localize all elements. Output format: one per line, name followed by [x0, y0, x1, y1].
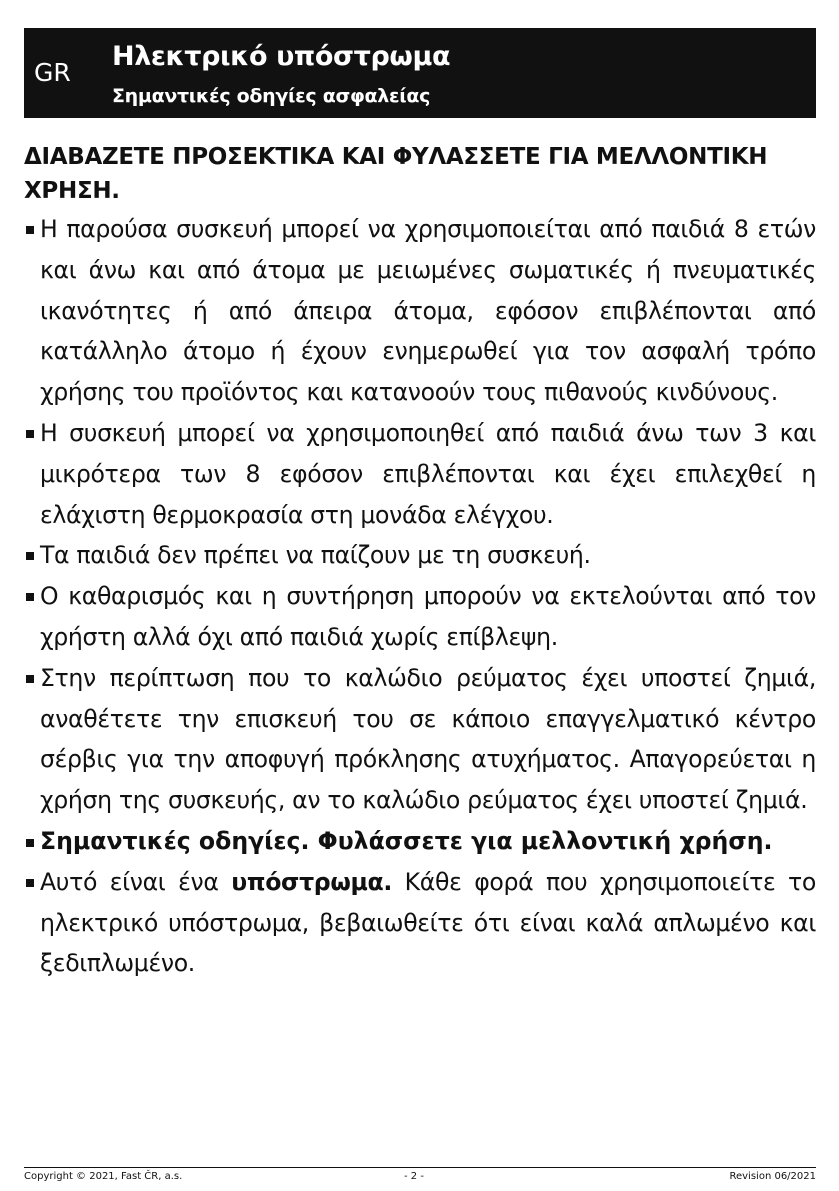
footer-revision: Revision 06/2021 [729, 1171, 816, 1182]
list-item [24, 413, 816, 535]
list-item-text: Σημαντικές οδηγίες. Φυλάσσετε για μελλοντική χρήση. [40, 826, 773, 855]
list-item-text [40, 862, 816, 984]
list-item [24, 576, 816, 658]
bullet-square-icon [26, 226, 34, 234]
list-item-text: Ο καθαρισμός και η συντήρηση μπορούν να εκτελούνται από τον χρήστη αλλά όχι από παιδιά χωρίς επίβλεψη. [40, 582, 816, 651]
bullet-square-icon [26, 430, 34, 438]
bullet-square-icon [26, 552, 34, 560]
list-item-important [24, 821, 816, 862]
list-item-text: Στην περίπτωση που το καλώδιο ρεύματος έχει υποστεί ζημιά, αναθέτετε την επισκευή του σε κάποιο επαγγελματικό κέντρο σέρβις για την αποφυγή πρόκλησης ατυχήματος. Απαγορεύεται η χρήση της συσκευής, αν το καλώδιο ρεύματος έχει υποστεί ζημιά. [40, 663, 816, 815]
document-title: Ηλεκτρικό υπόστρωμα [112, 41, 451, 72]
intro-heading: ΔΙΑΒΑΖΕΤΕ ΠΡΟΣΕΚΤΙΚΑ ΚΑΙ ΦΥΛΑΣΣΕΤΕ ΓΙΑ ΜΕΛΛΟΝΤΙΚΗ ΧΡΗΣΗ. [24, 144, 768, 204]
bullet-square-icon [26, 879, 34, 887]
bullet-square-icon [26, 675, 34, 683]
list-item [24, 535, 816, 576]
instructions-body [24, 140, 816, 984]
list-item-text: Η συσκευή μπορεί να χρησιμοποιηθεί από παιδιά άνω των 3 και μικρότερα των 8 εφόσον επιβλέπονται και έχει επιλεχθεί η ελάχιστη θερμοκρασία στη μονάδα ελέγχου. [40, 418, 816, 529]
list-item-text-end: Κάθε φορά που χρησιμοποιείτε το ηλεκτρικό υπόστρωμα, βεβαιωθείτε ότι είναι καλά απλωμένο και ξεδιπλωμένο. [40, 867, 816, 978]
list-item-text: Η παρούσα συσκευή μπορεί να χρησιμοποιείται από παιδιά 8 ετών και άνω και από άτομα με μειωμένες σωματικές ή πνευματικές ικανότητες ή από άπειρα άτομα, εφόσον επιβλέπονται από κατάλληλο άτομο ή έχουν ενημερωθεί για τον ασφαλή τρόπο χρήσης του προϊόντος και κατανοούν τους πιθανούς κινδύνους. [40, 215, 816, 407]
list-item [24, 209, 816, 413]
bullet-square-icon [26, 593, 34, 601]
emphasis-text: υπόστρωμα. [231, 867, 392, 896]
language-code: GR [34, 58, 71, 87]
list-item-text-start: Αυτό είναι ένα [40, 867, 232, 896]
list-item-text: Τα παιδιά δεν πρέπει να παίζουν με τη συσκευή. [40, 541, 591, 570]
bullet-square-icon [26, 839, 34, 847]
document-subtitle: Σημαντικές οδηγίες ασφαλείας [112, 85, 431, 107]
document-header [24, 28, 816, 118]
footer-divider [24, 1167, 816, 1168]
list-item [24, 658, 816, 821]
footer-copyright: Copyright © 2021, Fast ČR, a.s. [24, 1171, 183, 1182]
list-item [24, 862, 816, 984]
footer-page-number: - 2 - [404, 1171, 424, 1182]
